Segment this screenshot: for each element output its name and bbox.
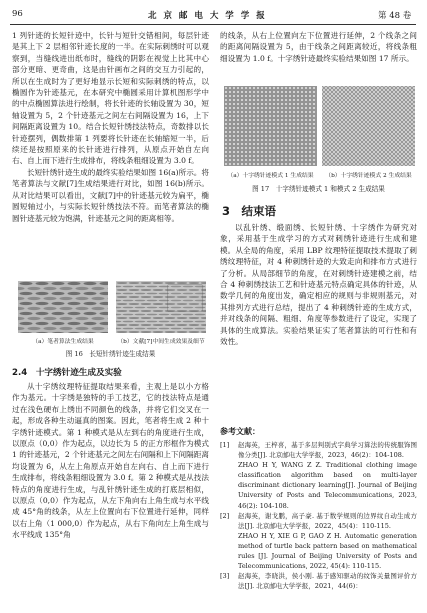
- reference-text-en: ZHAO H Y, XIE G P, GAO Z H. Automatic generation method of turtle back pattern based on mathematical rules [J]. Journal of Beijing University of Posts and Telecommunications, 2022, 45(4): 110-115.: [238, 531, 417, 571]
- figure-16b-image: [116, 281, 206, 333]
- journal-title: 北 京 邮 电 大 学 学 报: [148, 11, 267, 21]
- left-column-text-bottom: [12, 381, 209, 541]
- reference-text-zh: 赵海英，谢戈鹏，高子豪. 基于数学规则的边界纹自动生成方法[J]. 北京邮电大学学报，2022，45(4)：110-115.: [238, 511, 417, 530]
- cross-stitch-image: [322, 86, 415, 166]
- page-number: 96: [12, 9, 23, 19]
- body-paragraph: 的线条，从右上位置向左下位置进行延伸，2 个线条之间的距离间隔设置为 5，由于线条之间距离较近，将线条粗细设置为 1.0 f。十字绣针迹最终实验结果如图 17 所示。: [220, 31, 417, 63]
- reference-number: [2]: [220, 511, 230, 520]
- reference-item: [220, 440, 417, 511]
- reference-text-zh: 赵海英，王梓喜，基于多层判别式字典学习算法的传统服饰图像分类[J]. 北京邮电大学学报，2023，46(2)：104-108.: [238, 441, 417, 460]
- figure-17b-image: [322, 86, 415, 166]
- figure-17b-subcaption: （b）十字绣针迹模式 2 生成结果: [325, 173, 412, 179]
- left-column-text-top: [12, 30, 209, 224]
- figure-16-caption: 图 16 长短针绣针迹生成结果: [65, 350, 156, 358]
- right-column-text-top: [220, 30, 417, 64]
- reference-text-zh: 赵海英，李晓洪，侯小刚. 基于感知驱动的纹饰关量图评价方法[J]. 北京邮电大学学报，2021，44(6)：: [238, 572, 417, 591]
- reference-number: [3]: [220, 572, 230, 581]
- reference-item: [220, 571, 417, 591]
- body-paragraph: 从十字绣纹理特征提取结果来看，主观上是以小方格作为基元。十字绣是独特的手工技艺，它的技法特点是通过在浅色硬布上绣出不同颜色的线条，并将它们交叉在一起，形成各种生动逼真的图案。因此，笔者将生成 2 种十字绣针迹模式。第 1 种模式是从左到右的角度进行生成，以原点（0,0）作为起点，以边长为 5 的正方形框作为模式 1 的针迹基元，2 个针迹基元之间左右间隔和上下间隔距离均设置为 6，从左上角原点开始自左向右、自上而下进行生成排布，将线条粗细设置为 3.0 f。第 2 种模式是从技法特点的角度进行生成，与乱针绣针迹生成的打底层相似，以原点（0,0）作为起点，从左下角向右上角生成与水平线成 45°角的线条，从左上位置向右下位置进行延伸，同样以右上角（1 000,0）作为起点，从右下角向左上角生成与水平线成 135°角: [12, 382, 209, 540]
- body-paragraph: 1 列针迹的长短针迹中，长针与短针交错相间，每层针迹是其上下 2 层相邻针迹长度的一半。在实际刺绣时可以观察到，当缝线进出纸布时，缝线的阴影在视觉上比其中心部分更暗、更奇曲，这是由针画布之间的交互力引起的，所以在生成时为了更好地显示长短和实际刺绣的特点，以椭圆作为针迹基元，在本研究中椭圆采用计算机图形学中的中点椭圆算法进行绘制，将长针迹的长轴设置为 30，短轴设置为 5，2 个针迹基元之间左右间隔设置为 16，上下间隔距离设置为 10。结合长短针绣技法特点，奇数排以长针迹摆列，偶数排第 1 列要将长针迹在长轴缩短一半，后续还是按照原来的长针迹进行排列，从原点开始自左向右、自上而下进行生成排布，将线条粗细设置为 3.0 f。: [12, 31, 209, 166]
- figure-17a-image: [224, 86, 317, 166]
- conclusion-heading: 3 结束语: [222, 204, 277, 218]
- reference-list: [220, 440, 417, 591]
- volume-label: 第 48 卷: [378, 11, 412, 21]
- figure-16a-image: [18, 281, 108, 333]
- cross-stitch-image: [224, 86, 317, 166]
- reference-number: [1]: [220, 441, 230, 449]
- references-heading: 参考文献：: [220, 426, 260, 436]
- section-heading: 2.4 十字绣针迹生成及实验: [12, 368, 122, 378]
- body-paragraph: 长短针绣针迹生成的最终实验结果如图 16(a)所示。将笔者算法与文献[7]生成结果进行对比，如图 16(b)所示。从对比结果可以看出，文献[7]中的针迹基元较为扁平，椭圆短轴过小，与实际长短针绣技法不符。而笔者算法的椭圆针迹基元较为饱满，针迹基元之间的距离相等。: [12, 167, 209, 223]
- embroidery-stitch-image: [18, 281, 108, 333]
- header-rule: [10, 24, 416, 25]
- conclusion-text: [220, 222, 417, 347]
- reference-item: [220, 511, 417, 572]
- figure-17a-subcaption: （a）十字绣针迹模式 1 生成结果: [227, 173, 314, 179]
- figure-17-caption: 图 17 十字绣针迹模式 1 和模式 2 生成结果: [252, 185, 385, 193]
- figure-16b-subcaption: （b）文献[7]中间生成效果及细节: [117, 339, 205, 345]
- figure-16a-subcaption: （a）笔者算法生成结果: [32, 339, 94, 345]
- embroidery-stitch-image: [116, 281, 206, 333]
- body-paragraph: 以乱针绣、缎面绣、长短针绣、十字绣作为研究对象，采用基于生成学习的方式对刺绣针迹进行生成和建模。从全局的角度，采用 LBP 纹理特征提取技术提取了刺绣纹理特征，对 4 种刺绣针迹的大致走向和排布方式进行了分析。从局部细节的角度，在对刺绣针迹建模之前，结合 4 种刺绣技法工艺和针迹基元特点确定具体的针迹，从数学几何的角度出发，确定相应的规则与非规则基元，对其排列方式进行总结，提出了 4 种刺绣针迹的生成方式，并对线条的间隔、粗细、角度等参数进行了设定，实现了具体的生成算法。实验结果证实了笔者算法的可行性和有效性。: [220, 223, 417, 347]
- reference-text-en: ZHAO H Y, WANG Z Z. Traditional clothing image classification algorithm based on multi-layer discriminant dictionary learning[J]. Journal of Beijing University of Posts and Telecommunications, 2023, 46(2): 104-108.: [238, 461, 417, 510]
